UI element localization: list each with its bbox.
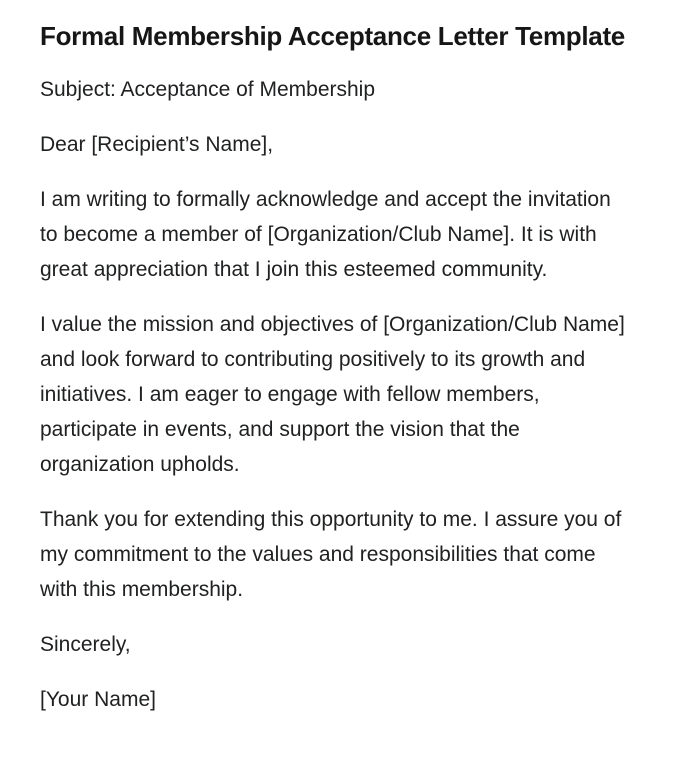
signature-placeholder: [Your Name] xyxy=(40,688,156,711)
letter-paragraph-1: I am writing to formally acknowledge and accept the invitation to become a member of [Organization/Club Name]. It is with great appreciation that I join this esteemed community. xyxy=(40,188,611,281)
salutation: Dear [Recipient’s Name], xyxy=(40,133,274,156)
letter-paragraph-2: I value the mission and objectives of [Organization/Club Name] and look forward to contributing positively to its growth and initiatives. I am eager to engage with fellow members, participate in events, and support the vision that the organization upholds. xyxy=(40,313,625,476)
closing: Sincerely, xyxy=(40,633,131,656)
letter-paragraph-3: Thank you for extending this opportunity to me. I assure you of my commitment to the values and responsibilities that come with this membership. xyxy=(40,508,622,601)
subject-line: Subject: Acceptance of Membership xyxy=(40,78,376,101)
page-title: Formal Membership Acceptance Letter Template xyxy=(40,21,625,51)
